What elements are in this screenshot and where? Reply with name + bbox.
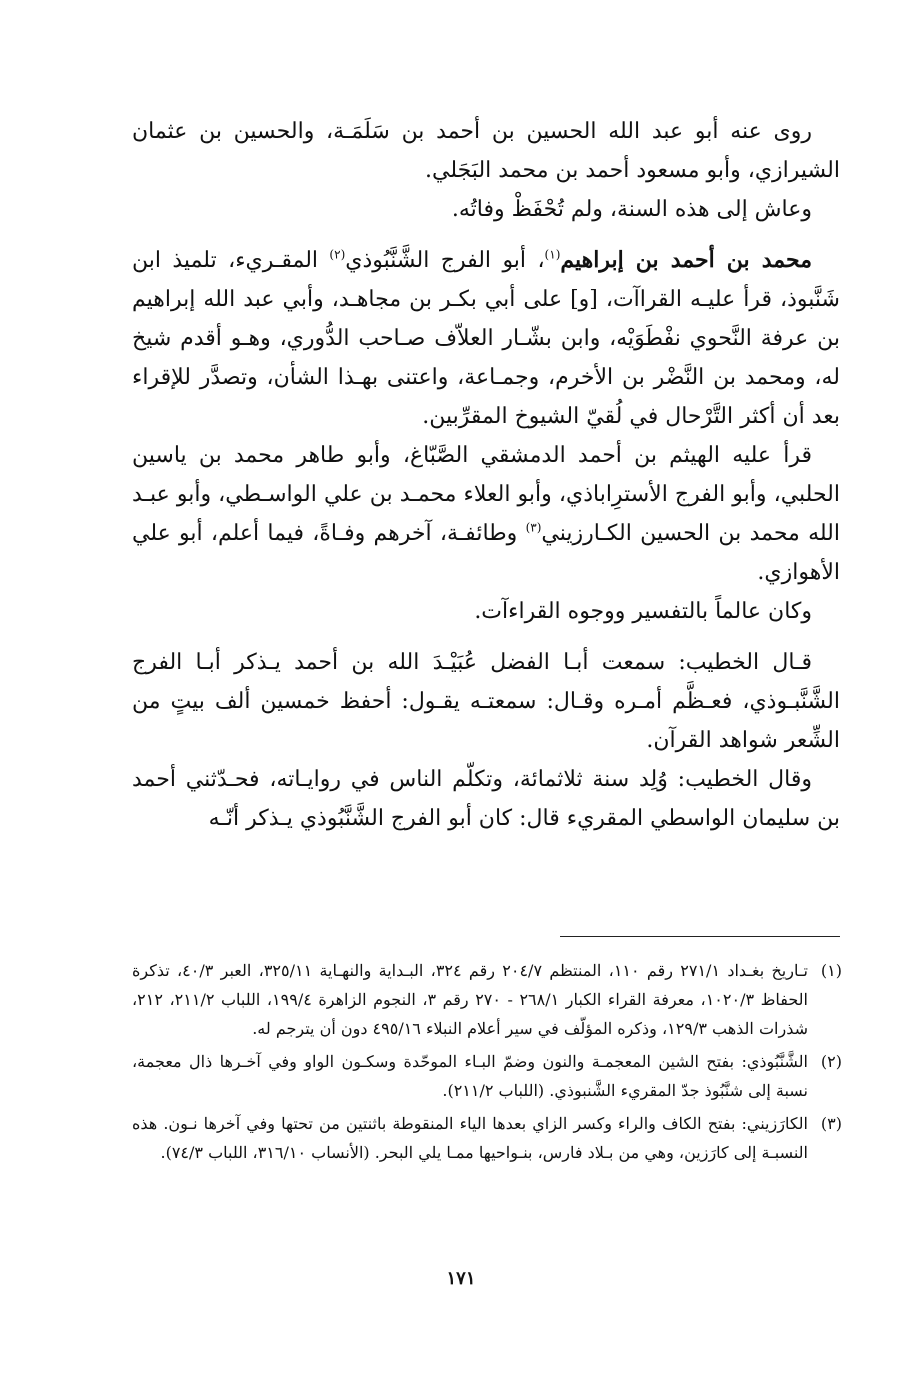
footnote-number: (٣) — [820, 1114, 842, 1133]
students-text: قرأ عليه الهيثم بن أحمد الدمشقي الصَّبّاغ، وأبو طاهر محمد بن ياسين الحلبي، وأبو الفرج الأسترِاباذي، وأبو العلاء محمـد بن علي الواسـطي، وأبو عبـد الله محمد بن الحسين الكـارزيني — [132, 443, 840, 546]
footnote-text: الشَّنَّبُوذي: بفتح الشين المعجمـة والنون وضمّ البـاء الموحّدة وسكـون الواو وفي آخـرها ذال معجمة، نسبة إلى شنَّبُوذ جدّ المقريء الشَّنبوذي. (اللباب ٢١١/٢). — [132, 1052, 808, 1100]
footnotes-section — [132, 956, 842, 1171]
paragraph-khatib-birth: وقال الخطيب: وُلِد سنة ثلاثمائة، وتكلّم الناس في روايـاته، فحـدّثني أحمد بن سليمان الواسطي المقريء قال: كان أبو الفرج الشَّنَّبُوذي يـذكر أنّـه — [132, 767, 840, 831]
students-text-end: وطائفـة، آخرهم وفـاةً، فيما أعلم، أبو علي الأهوازي. — [132, 521, 840, 585]
footnote-2 — [132, 1047, 842, 1105]
footnote-number: (٢) — [820, 1052, 842, 1071]
footnote-text: الكارَزيني: بفتح الكاف والراء وكسر الزاي بعدها الياء المنقوطة باثنتين من تحتها وفي آخرها نـون. هذه النسبـة إلى كارَزين، وهي من بـلاد فارس، بنـواحيها ممـا يلي البحر. (الأنساب ٣١٦/١٠، اللباب ٧٤/٣). — [132, 1114, 808, 1162]
paragraph-narrators: روى عنه أبو عبد الله الحسين بن أحمد بن سَلَمَـة، والحسين بن عثمان الشيرازي، وأبو مسعود أحمد بن محمد البَجَلي. — [132, 119, 840, 183]
footnote-ref-1: (١) — [544, 247, 561, 262]
footnote-ref-2: (٢) — [329, 247, 346, 262]
entry-teachers: المقـريء، تلميذ ابن شَنَّبوذ، قرأ عليـه القراآت، [و] على أبي بكـر بن مجاهـد، وأبي عبد الله إبراهيم بن عرفة النَّحوي نفْطَوَيْه، وابن بشّـار العلاّف صـاحب الدُّوري، وهـو أقدم شيخ له، ومحمد بن النَّضْر بن الأخرم، وجمـاعة، واعتنى بهـذا الشأن، وتصدَّر للإقراء بعد أن أكثر التَّرْحال في لُقيّ الشيوخ المقرِّبين. — [132, 248, 840, 429]
paragraph-lived-until: وعاش إلى هذه السنة، ولم تُحْفَظْ وفاتُه. — [451, 197, 812, 222]
paragraph-khatib-quote: قـال الخطيب: سمعت أبـا الفضل عُبَيْـدَ الله بن أحمد يـذكر أبـا الفرج الشَّنَّبـوذي، فعـظَّم أمـره وقـال: سمعتـه يقـول: أحفظ خمسين ألف بيتٍ من الشِّعر شواهد القرآن. — [132, 650, 840, 753]
paragraph-students — [132, 436, 840, 592]
paragraph-knowledge: وكان عالماً بالتفسير ووجوه القراءآت. — [474, 599, 812, 624]
footnote-divider — [560, 936, 840, 937]
main-text-body — [132, 112, 840, 838]
page-number: ١٧١ — [446, 1268, 476, 1289]
footnote-1 — [132, 956, 842, 1043]
footnote-ref-3: (٣) — [525, 520, 542, 535]
entry-kunya: ، أبو الفرج الشَّنَّبُوذي — [345, 248, 545, 273]
footnote-text: تـاريخ بغـداد ٢٧١/١ رقم ١١٠، المنتظم ٢٠٤/٧ رقم ٣٢٤، البـداية والنهـاية ٣٢٥/١١، العبر ٤٠/٣، تذكرة الحفاظ ١٠٢٠/٣، معرفة القراء الكبار ٢٦٨/١ - ٢٧٠ رقم ٣، النجوم الزاهرة ١٩٩/٤، اللباب ٢١١/٢، ٢١٢، شذرات الذهب ١٢٩/٣، وذكره المؤلّف في سير أعلام النبلاء ٤٩٥/١٦ دون أن يترجم له. — [132, 961, 809, 1038]
footnote-number: (١) — [820, 961, 842, 980]
footnote-3 — [132, 1109, 842, 1167]
paragraph-biography-entry — [132, 241, 840, 436]
entry-name: محمد بن أحمد بن إبراهيم — [560, 247, 812, 273]
